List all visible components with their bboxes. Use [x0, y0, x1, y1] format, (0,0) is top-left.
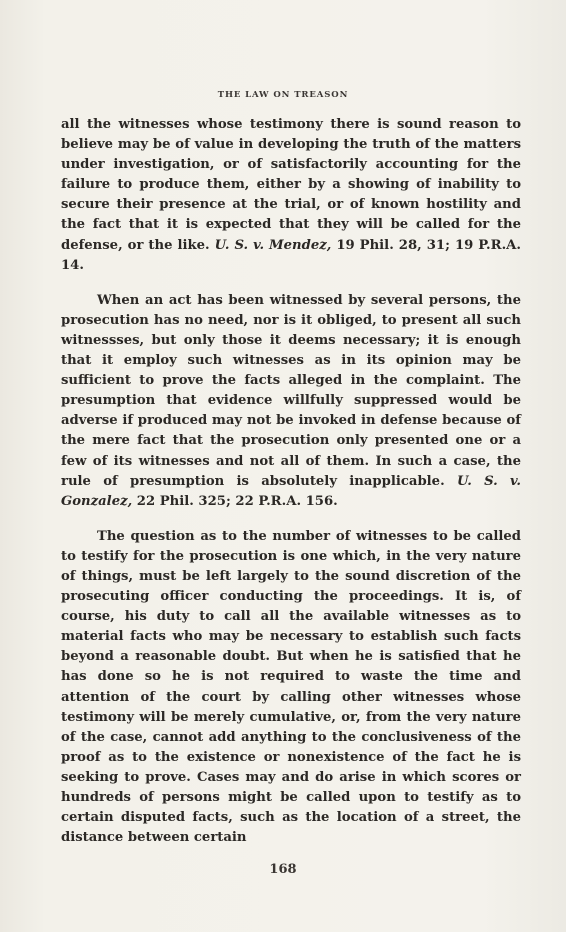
- paragraph-1: [61, 115, 521, 276]
- p1-reporter: 19 Phil. 28, 31; 19 P.R.A. 14.: [61, 237, 521, 273]
- p1-text: all the witnesses whose testimony there is sound reason to believe may be of value in developing the truth of the matters under investigation, or of satisfactorily accounting for the failure to produce them, either by a showing of inability to secure their presence at the trial, or of known hostility and the fact that it is expected that they will be called for the defense, or the like.: [61, 117, 521, 253]
- p1-case-citation: U. S. v. Mendez,: [214, 237, 332, 253]
- paragraph-2: [61, 291, 521, 512]
- body-text: [61, 115, 521, 848]
- p2-case-citation: U. S. v. Gonzalez,: [61, 473, 521, 509]
- page-number: 168: [269, 862, 297, 877]
- running-head: THE LAW ON TREASON: [217, 90, 349, 100]
- paragraph-3: [61, 527, 521, 849]
- p2-reporter: 22 Phil. 325; 22 P.R.A. 156.: [132, 493, 338, 509]
- p2-text: When an act has been witnessed by several persons, the prosecution has no need, nor is it obliged, to present all such witnessses, but only those it deems necessary; it is enough that it employ such witnesses as in its opinion may be sufficient to prove the facts alleged in the complaint. The presumption that evidence willfully suppressed would be adverse if produced may not be invoked in defense because of the mere fact that the prosecution only presented one or a few of its witnesses and not all of them. In such a case, the rule of presumption is absolutely inapplicable.: [61, 292, 521, 489]
- p3-text: The question as to the number of witnesses to be called to testify for the prosecution is one which, in the very nature of things, must be left largely to the sound discretion of the prosecuting officer conducting the proceedings. It is, of course, his duty to call all the available witnesses as to material facts who may be necessary to establish such facts beyond a reasonable doubt. But when he is satisfied that he has done so he is not required to waste the time and attention of the court by calling other witnesses whose testimony will be merely cumulative, or, from the very nature of the case, cannot add anything to the conclusiveness of the proof as to the existence or nonexistence of the fact he is seeking to prove. Cases may and do arise in which scores or hundreds of persons might be called upon to testify as to certain disputed facts, such as the location of a street, the distance between certain: [61, 528, 521, 846]
